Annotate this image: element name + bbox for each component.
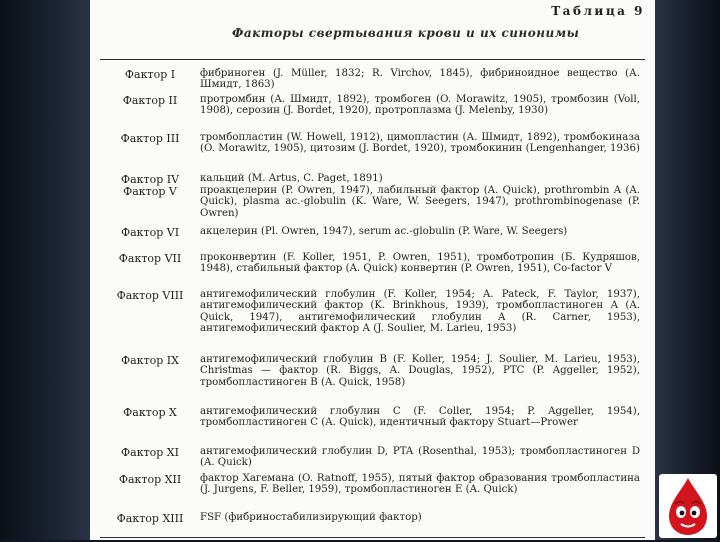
factor-name: Фактор V xyxy=(123,185,177,198)
table-bottom-rule xyxy=(100,537,645,538)
factor-synonyms: FSF (фибриностабилизирующий фактор) xyxy=(200,512,422,523)
factor-synonyms: проакцелерин (P. Owren, 1947), лабильный фактор (A. Quick), prothrombin A (A. Quick), plasma ac.-globulin (K. Ware, W. Seegers, 1947), prothrombinogenase (P. Owren) xyxy=(200,185,640,219)
factor-synonyms: фактор Хагемана (O. Ratnoff, 1955), пятый фактор образования тромбопластина (J. Jurgens, F. Beller, 1959), тромбопластиноген Е (A. Quick) xyxy=(200,473,640,496)
factor-synonyms: тромбопластин (W. Howell, 1912), цимопластин (А. Шмидт, 1892), тромбокиназа (O. Morawitz, 1905), цитозим (J. Bordet, 1920), тромбокинин (Lengenhanger, 1936) xyxy=(200,132,640,155)
left-background-panel xyxy=(0,0,90,540)
factor-name: Фактор XIII xyxy=(116,512,184,525)
factor-name: Фактор X xyxy=(123,406,177,419)
scanned-page xyxy=(90,0,655,540)
factor-name: Фактор IX xyxy=(121,354,179,367)
blood-drop-mascot xyxy=(659,474,717,538)
table-number-label: Таблица 9 xyxy=(551,4,645,18)
factor-synonyms: антигемофилический глобулин С (F. Coller, 1954; P. Aggeller, 1954), тромбопластиноген С (A. Quick), идентичный фактору Stuart—Prower xyxy=(200,406,640,429)
table-top-rule xyxy=(100,59,645,60)
factor-name: Фактор VI xyxy=(120,226,180,239)
factor-name: Фактор II xyxy=(122,94,178,107)
factor-synonyms: антигемофилический глобулин (F. Koller, 1954; A. Pateck, F. Taylor, 1937), антигемофилический фактор (K. Brinkhous, 1939), тромбопластиноген А (A. Quick, 1947), антигемофилический глобулин А (R. Carner, 1953), антигемофилический фактор А (J. Soulier, M. Larieu, 1953) xyxy=(200,289,640,335)
factor-name: Фактор XI xyxy=(121,446,179,459)
factor-name: Фактор IV xyxy=(120,173,180,186)
factor-synonyms: фибриноген (J. Müller, 1832; R. Virchov, 1845), фибриноидное вещество (А. Шмидт, 1863) xyxy=(200,68,640,91)
factor-name: Фактор III xyxy=(120,132,180,145)
factor-name: Фактор VIII xyxy=(116,289,184,302)
factor-synonyms: антигемофилический глобулин D, PTA (Rosenthal, 1953); тромбопластиноген D (A. Quick) xyxy=(200,446,640,469)
table-caption: Факторы свертывания крови и их синонимы xyxy=(232,26,580,40)
factor-synonyms: акцелерин (Pl. Owren, 1947), serum ac.-globulin (P. Ware, W. Seegers) xyxy=(200,226,568,237)
factor-synonyms: антигемофилический глобулин В (F. Koller, 1954; J. Soulier, M. Larieu, 1953), Christmas — фактор (R. Biggs, A. Douglas, 1952), PTC (P. Aggeller, 1952), тромбопластиноген В (A. Quick, 1958) xyxy=(200,354,640,388)
factor-synonyms: кальций (M. Artus, C. Paget, 1891) xyxy=(200,173,383,184)
factor-synonyms: проконвертин (F. Koller, 1951, P. Owren, 1951), тромботропин (Б. Кудряшов, 1948), стабильный фактор (A. Quick) конвертин (P. Owren, 1951), Co-factor V xyxy=(200,252,640,275)
factor-name: Фактор XII xyxy=(118,473,182,486)
factor-name: Фактор VII xyxy=(118,252,182,265)
right-background-panel xyxy=(655,0,720,540)
blood-drop-icon xyxy=(659,474,717,538)
factor-name: Фактор I xyxy=(124,68,176,81)
factor-synonyms: протромбин (А. Шмидт, 1892), тромбоген (O. Morawitz, 1905), тромбозин (Voll, 1908), серозин (J. Bordet, 1920), протроплазма (J. Melenby, 1930) xyxy=(200,94,640,117)
